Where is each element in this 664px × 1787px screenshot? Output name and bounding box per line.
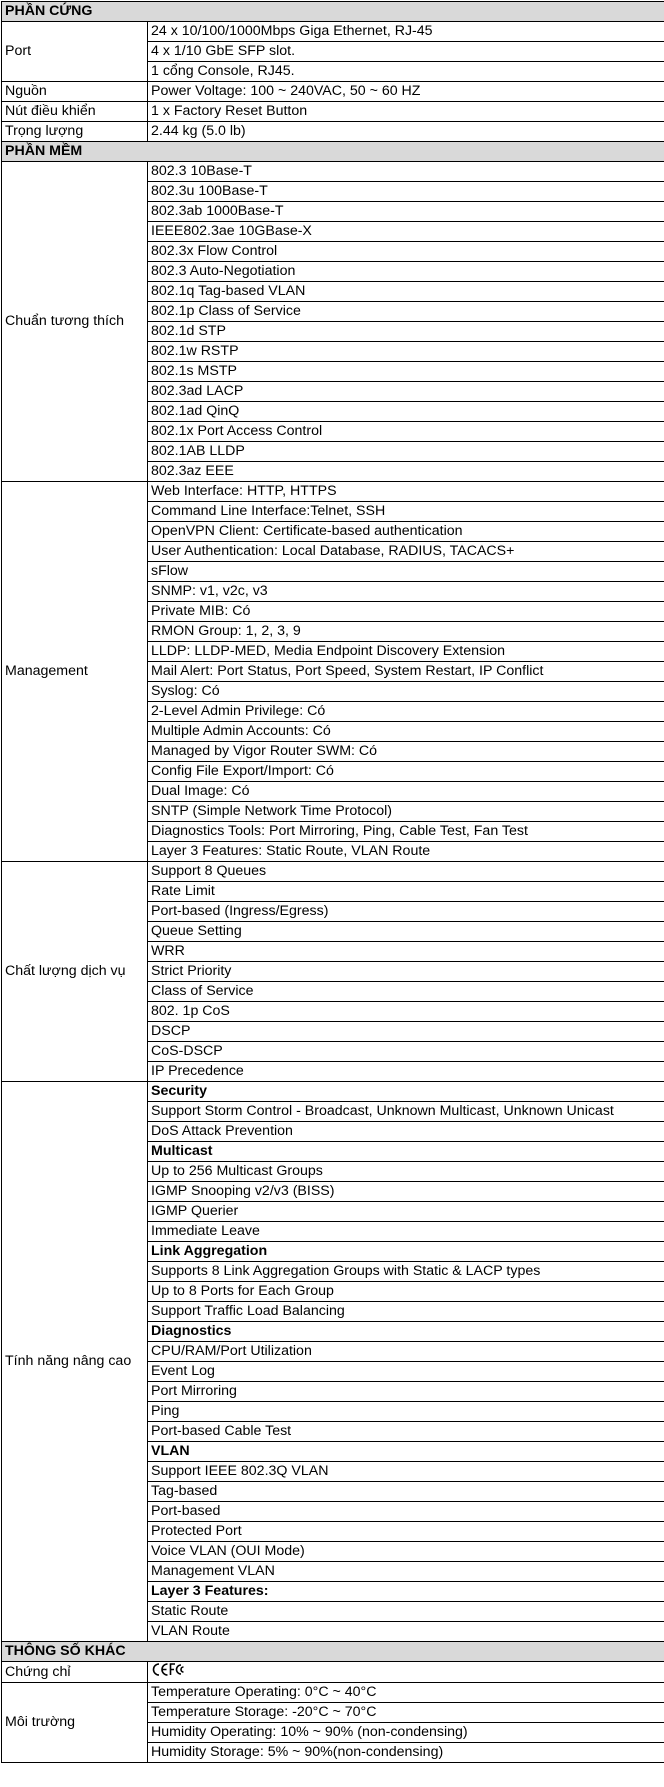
spec-value: Command Line Interface:Telnet, SSH: [148, 502, 664, 522]
ce-logo: [151, 1665, 169, 1681]
spec-label: Trọng lượng: [2, 122, 148, 142]
spec-value: Support Traffic Load Balancing: [148, 1302, 664, 1322]
spec-value: Queue Setting: [148, 922, 664, 942]
spec-value: 802.3x Flow Control: [148, 242, 664, 262]
spec-value: 802.1w RSTP: [148, 342, 664, 362]
spec-label: Chứng chỉ: [2, 1662, 148, 1683]
spec-value: Up to 8 Ports for Each Group: [148, 1282, 664, 1302]
spec-sheet: [1, 1, 664, 1786]
spec-subheading: Layer 3 Features:: [148, 1582, 664, 1602]
spec-value: Supports 8 Link Aggregation Groups with Static & LACP types: [148, 1262, 664, 1282]
spec-value: Rate Limit: [148, 882, 664, 902]
spec-value: 802.3az EEE: [148, 462, 664, 482]
spec-value: Humidity Storage: 5% ~ 90%(non-condensing): [148, 1743, 664, 1763]
spec-row: [2, 102, 664, 122]
spec-value: 802.3 10Base-T: [148, 162, 664, 182]
spec-value: 4 x 1/10 GbE SFP slot.: [148, 42, 664, 62]
spec-value: Support Storm Control - Broadcast, Unknown Multicast, Unknown Unicast: [148, 1102, 664, 1122]
spec-value: IGMP Querier: [148, 1202, 664, 1222]
spec-value: Syslog: Có: [148, 682, 664, 702]
spec-value: Voice VLAN (OUI Mode): [148, 1542, 664, 1562]
spec-value: 802.1x Port Access Control: [148, 422, 664, 442]
spec-row: [2, 1662, 664, 1683]
spec-value: Class of Service: [148, 982, 664, 1002]
spec-value: Static Route: [148, 1602, 664, 1622]
spec-value: 2-Level Admin Privilege: Có: [148, 702, 664, 722]
section-title: PHẦN MỀM: [2, 142, 664, 162]
spec-value: Temperature Storage: -20°C ~ 70°C: [148, 1703, 664, 1723]
section-title: PHẦN CỨNG: [2, 2, 664, 22]
spec-subheading: Link Aggregation: [148, 1242, 664, 1262]
spec-value: SNMP: v1, v2c, v3: [148, 582, 664, 602]
section-header-row: [2, 2, 664, 22]
spec-value: Support 8 Queues: [148, 862, 664, 882]
spec-value: Up to 256 Multicast Groups: [148, 1162, 664, 1182]
spec-table: [1, 1, 664, 1763]
spec-value: DoS Attack Prevention: [148, 1122, 664, 1142]
spec-value: DSCP: [148, 1022, 664, 1042]
spec-value: Ping: [148, 1402, 664, 1422]
spec-value: Layer 3 Features: Static Route, VLAN Route: [148, 842, 664, 862]
spec-value: LLDP: LLDP-MED, Media Endpoint Discovery Extension: [148, 642, 664, 662]
spec-value: 802.3 Auto-Negotiation: [148, 262, 664, 282]
spec-value: Private MIB: Có: [148, 602, 664, 622]
spec-value: IP Precedence: [148, 1062, 664, 1082]
spec-value: Strict Priority: [148, 962, 664, 982]
spec-value: Port-based Cable Test: [148, 1422, 664, 1442]
spec-value: sFlow: [148, 562, 664, 582]
fcc-mark-icon: [169, 1662, 187, 1677]
spec-value: 802.1p Class of Service: [148, 302, 664, 322]
spec-label: Nguồn: [2, 82, 148, 102]
spec-value: 802.1AB LLDP: [148, 442, 664, 462]
fcc-logo: [169, 1665, 187, 1681]
spec-value: 802.3ab 1000Base-T: [148, 202, 664, 222]
spec-label: Port: [2, 22, 148, 82]
spec-value: 802. 1p CoS: [148, 1002, 664, 1022]
spec-subheading: Diagnostics: [148, 1322, 664, 1342]
spec-value: 802.1q Tag-based VLAN: [148, 282, 664, 302]
spec-value: Multiple Admin Accounts: Có: [148, 722, 664, 742]
spec-label: Tính năng nâng cao: [2, 1082, 148, 1642]
ce-mark-icon: [151, 1662, 169, 1677]
spec-value: IEEE802.3ae 10GBase-X: [148, 222, 664, 242]
spec-value: CoS-DSCP: [148, 1042, 664, 1062]
spec-value: Port-based (Ingress/Egress): [148, 902, 664, 922]
spec-value: Dual Image: Có: [148, 782, 664, 802]
spec-label: Management: [2, 482, 148, 862]
spec-value: User Authentication: Local Database, RADIUS, TACACS+: [148, 542, 664, 562]
spec-value: IGMP Snooping v2/v3 (BISS): [148, 1182, 664, 1202]
spec-value: 802.1s MSTP: [148, 362, 664, 382]
spec-value: Support IEEE 802.3Q VLAN: [148, 1462, 664, 1482]
section-header-row: [2, 1642, 664, 1662]
spec-value: Event Log: [148, 1362, 664, 1382]
spec-value: 2.44 kg (5.0 lb): [148, 122, 664, 142]
spec-value: 802.3u 100Base-T: [148, 182, 664, 202]
spec-value: VLAN Route: [148, 1622, 664, 1642]
spec-row: [2, 22, 664, 42]
spec-value: Tag-based: [148, 1482, 664, 1502]
spec-value: Immediate Leave: [148, 1222, 664, 1242]
spec-value: Mail Alert: Port Status, Port Speed, System Restart, IP Conflict: [148, 662, 664, 682]
spec-value: 802.3ad LACP: [148, 382, 664, 402]
spec-value: Protected Port: [148, 1522, 664, 1542]
spec-value: Web Interface: HTTP, HTTPS: [148, 482, 664, 502]
spec-subheading: Security: [148, 1082, 664, 1102]
spec-row: [2, 162, 664, 182]
spec-label: Môi trường: [2, 1683, 148, 1763]
spec-value: Management VLAN: [148, 1562, 664, 1582]
spec-value: 1 cổng Console, RJ45.: [148, 62, 664, 82]
spec-value: Power Voltage: 100 ~ 240VAC, 50 ~ 60 HZ: [148, 82, 664, 102]
spec-value: 802.1ad QinQ: [148, 402, 664, 422]
spec-value: OpenVPN Client: Certificate-based authentication: [148, 522, 664, 542]
spec-row: [2, 1082, 664, 1102]
certification-logos: [148, 1662, 664, 1683]
spec-label: Chuẩn tương thích: [2, 162, 148, 482]
spec-value: Temperature Operating: 0°C ~ 40°C: [148, 1683, 664, 1703]
spec-value: WRR: [148, 942, 664, 962]
spec-subheading: Multicast: [148, 1142, 664, 1162]
spec-row: [2, 82, 664, 102]
spec-value: Managed by Vigor Router SWM: Có: [148, 742, 664, 762]
spec-value: CPU/RAM/Port Utilization: [148, 1342, 664, 1362]
spec-value: SNTP (Simple Network Time Protocol): [148, 802, 664, 822]
spec-value: Config File Export/Import: Có: [148, 762, 664, 782]
spec-label: Nút điều khiển: [2, 102, 148, 122]
spec-row: [2, 482, 664, 502]
section-title: THÔNG SỐ KHÁC: [2, 1642, 664, 1662]
spec-row: [2, 1683, 664, 1703]
spec-value: 802.1d STP: [148, 322, 664, 342]
spec-row: [2, 862, 664, 882]
spec-label: Chất lượng dịch vụ: [2, 862, 148, 1082]
spec-subheading: VLAN: [148, 1442, 664, 1462]
spec-value: 1 x Factory Reset Button: [148, 102, 664, 122]
spec-value: Diagnostics Tools: Port Mirroring, Ping, Cable Test, Fan Test: [148, 822, 664, 842]
spec-value: RMON Group: 1, 2, 3, 9: [148, 622, 664, 642]
spec-value: Humidity Operating: 10% ~ 90% (non-condensing): [148, 1723, 664, 1743]
section-header-row: [2, 142, 664, 162]
spec-value: Port Mirroring: [148, 1382, 664, 1402]
spec-value: Port-based: [148, 1502, 664, 1522]
spec-row: [2, 122, 664, 142]
spec-value: 24 x 10/100/1000Mbps Giga Ethernet, RJ-45: [148, 22, 664, 42]
